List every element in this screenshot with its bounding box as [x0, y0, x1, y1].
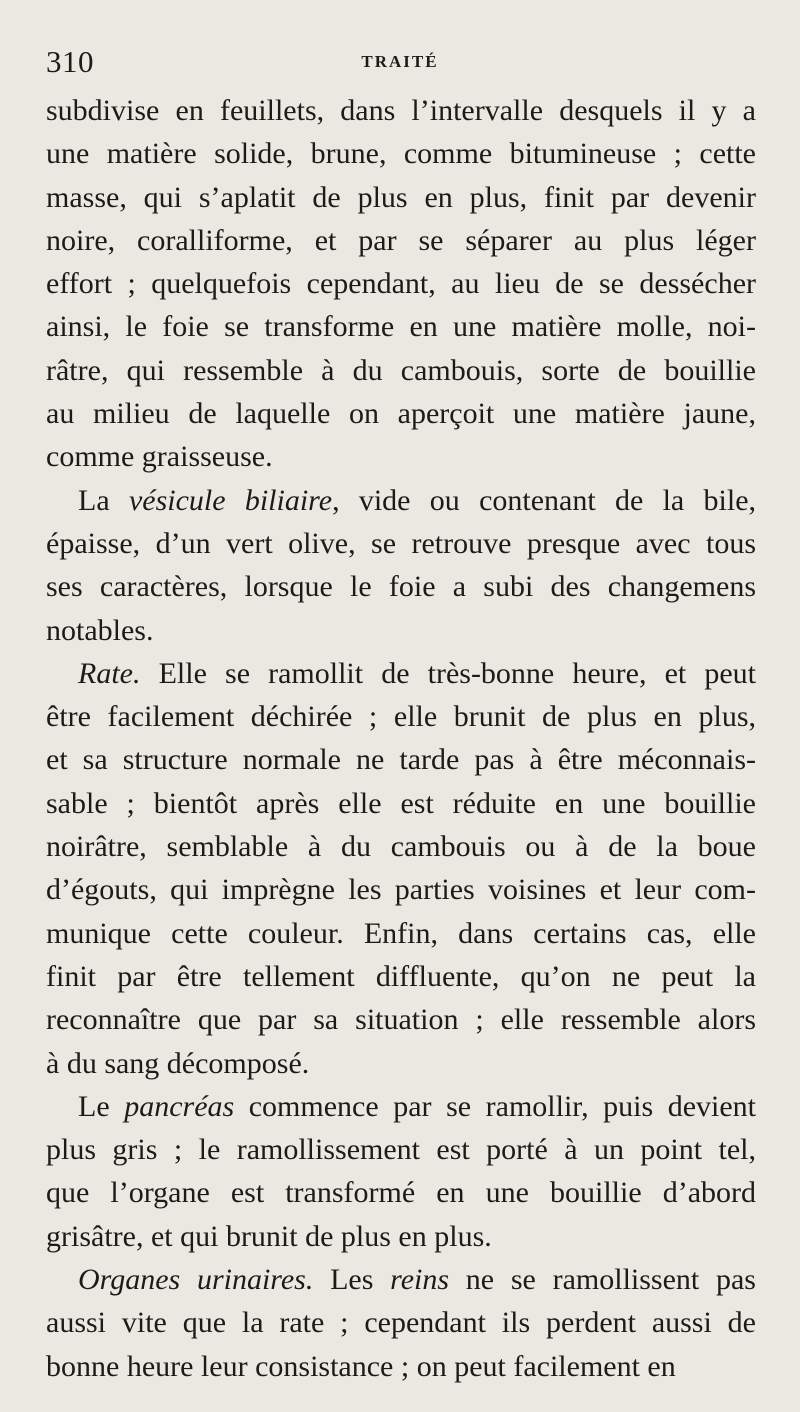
- text-line: une matière solide, brune, comme bitumineuse ; cette: [46, 137, 756, 171]
- text-line: [46, 1258, 756, 1301]
- text-line: plus gris ; le ramollissement est porté à un point tel,: [46, 1133, 756, 1167]
- text-run: Les: [313, 1263, 391, 1297]
- text-run: Elle se ramollit de très-bonne heure, et peut: [140, 656, 756, 690]
- text-run: Le: [78, 1089, 125, 1123]
- page-number: 310: [46, 44, 94, 79]
- text-line: reconnaître que par sa situation ; elle ressemble alors: [46, 1003, 756, 1037]
- text-run: La: [78, 483, 129, 517]
- text-line: munique cette couleur. Enfin, dans certains cas, elle: [46, 916, 756, 950]
- text-line: bonne heure leur consistance ; on peut facilement en: [46, 1349, 676, 1383]
- italic-term: Rate.: [78, 656, 141, 690]
- paragraph: [46, 652, 756, 1085]
- text-line: au milieu de laquelle on aperçoit une matière jaune,: [46, 397, 756, 431]
- text-line: à du sang décomposé.: [46, 1046, 310, 1080]
- text-run: ne se ramollissent pas: [449, 1263, 756, 1297]
- text-line: sable ; bientôt après elle est réduite en une bouillie: [46, 786, 756, 820]
- text-line: noire, coralliforme, et par se séparer au plus léger: [46, 223, 756, 257]
- italic-term: Organes urinaires.: [78, 1263, 314, 1297]
- text-line: ses caractères, lorsque le foie a subi des changemens: [46, 570, 756, 604]
- italic-term: vésicule biliaire: [128, 483, 333, 517]
- italic-term: reins: [390, 1263, 450, 1297]
- text-line: râtre, qui ressemble à du cambouis, sorte de bouillie: [46, 353, 756, 387]
- text-line: effort ; quelquefois cependant, au lieu de se dessécher: [46, 267, 756, 301]
- text-line: être facilement déchirée ; elle brunit de plus en plus,: [46, 700, 756, 734]
- text-line: ainsi, le foie se transforme en une matière molle, noi-: [46, 310, 756, 344]
- running-head: TRAITÉ: [361, 52, 439, 71]
- paragraph: [46, 479, 756, 652]
- text-line: masse, qui s’aplatit de plus en plus, finit par devenir: [46, 180, 756, 214]
- body-text: [46, 89, 756, 1388]
- page-header: [46, 42, 754, 82]
- text-line: grisâtre, et qui brunit de plus en plus.: [46, 1219, 492, 1253]
- text-run: , vide ou contenant de la bile,: [332, 483, 757, 517]
- text-line: épaisse, d’un vert olive, se retrouve presque avec tous: [46, 526, 756, 560]
- text-line: et sa structure normale ne tarde pas à être méconnais-: [46, 743, 756, 777]
- text-line: noirâtre, semblable à du cambouis ou à de la boue: [46, 830, 756, 864]
- text-line: subdivise en feuillets, dans l’intervalle desquels il y a: [46, 94, 756, 127]
- text-line: aussi vite que la rate ; cependant ils perdent aussi de: [46, 1306, 756, 1340]
- text-line: que l’organe est transformé en une bouillie d’abord: [46, 1176, 756, 1210]
- paragraph: [46, 1085, 756, 1258]
- text-line: d’égouts, qui imprègne les parties voisines et leur com-: [46, 873, 756, 907]
- text-line: notables.: [46, 613, 154, 647]
- text-line: [46, 652, 756, 695]
- text-line: finit par être tellement diffluente, qu’on ne peut la: [46, 959, 756, 993]
- text-line: [46, 1085, 756, 1128]
- text-line: comme graisseuse.: [46, 440, 273, 474]
- italic-term: pancréas: [124, 1089, 235, 1123]
- paragraph: [46, 1258, 756, 1388]
- text-run: commence par se ramollir, puis devient: [234, 1089, 756, 1123]
- text-line: [46, 479, 756, 522]
- paragraph: [46, 89, 756, 479]
